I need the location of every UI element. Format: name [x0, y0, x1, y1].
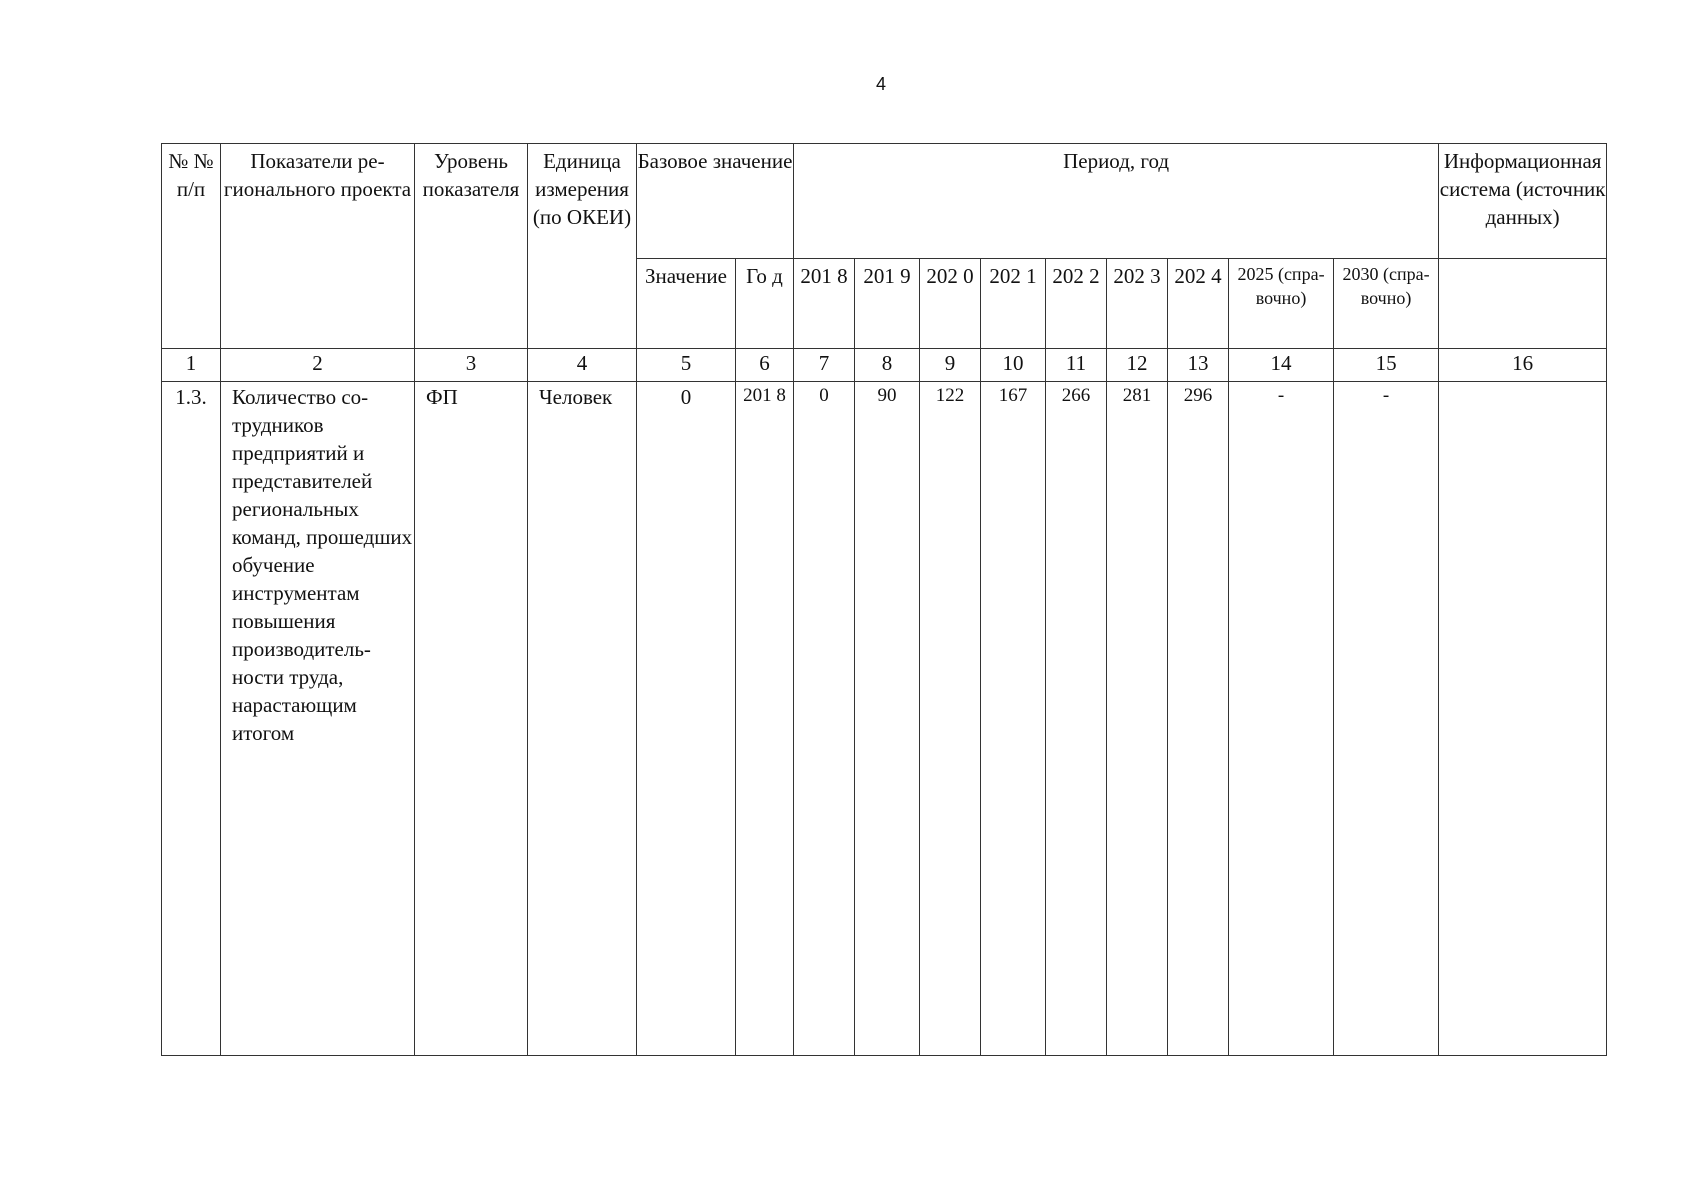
page-number: 4	[875, 74, 886, 94]
header-base-year: Го д	[736, 259, 794, 349]
row-value-2020: 122	[920, 382, 981, 1056]
row-value-2023: 281	[1107, 382, 1168, 1056]
column-number: 3	[415, 349, 528, 382]
column-number: 13	[1168, 349, 1229, 382]
column-number: 14	[1229, 349, 1334, 382]
row-value-2022: 266	[1046, 382, 1107, 1056]
header-base-value: Значение	[637, 259, 736, 349]
header-year-2022: 202 2	[1046, 259, 1107, 349]
row-value-2018: 0	[794, 382, 855, 1056]
header-year-2030: 2030 (справочно)	[1334, 259, 1439, 349]
column-number: 11	[1046, 349, 1107, 382]
column-number: 15	[1334, 349, 1439, 382]
column-number: 16	[1439, 349, 1607, 382]
row-value-2024: 296	[1168, 382, 1229, 1056]
header-year-2024: 202 4	[1168, 259, 1229, 349]
column-numbers-row	[162, 349, 1607, 382]
column-number: 10	[981, 349, 1046, 382]
header-year-2023: 202 3	[1107, 259, 1168, 349]
row-value-2019: 90	[855, 382, 920, 1056]
row-base-value: 0	[637, 382, 736, 1056]
column-number: 9	[920, 349, 981, 382]
table-row	[162, 382, 1607, 1056]
column-number: 1	[162, 349, 221, 382]
row-indicator: Количество сотрудников предприятий и представителей региональных команд, прошедших обучение инструментам повышения производительности труда, нарастающим итогом	[221, 382, 415, 1056]
row-num: 1.3.	[162, 382, 221, 1056]
row-info-system	[1439, 382, 1607, 1056]
row-level: ФП	[415, 382, 528, 1056]
header-indicator: Показатели регионального проекта	[221, 144, 415, 349]
header-level: Уровень показателя	[415, 144, 528, 349]
column-number: 12	[1107, 349, 1168, 382]
column-number: 5	[637, 349, 736, 382]
header-row-top	[162, 144, 1607, 259]
row-value-2025: -	[1229, 382, 1334, 1056]
header-period: Период, год	[794, 144, 1439, 259]
column-number: 8	[855, 349, 920, 382]
column-number: 7	[794, 349, 855, 382]
row-unit: Человек	[528, 382, 637, 1056]
header-info-system: Информационная система (источник данных)	[1439, 144, 1607, 259]
row-value-2021: 167	[981, 382, 1046, 1056]
column-number: 6	[736, 349, 794, 382]
header-unit: Единица измерения (по ОКЕИ)	[528, 144, 637, 349]
column-number: 4	[528, 349, 637, 382]
header-year-2018: 201 8	[794, 259, 855, 349]
header-year-2021: 202 1	[981, 259, 1046, 349]
header-base: Базовое значение	[637, 144, 794, 259]
row-value-2030: -	[1334, 382, 1439, 1056]
header-year-2020: 202 0	[920, 259, 981, 349]
header-num: № № п/п	[162, 144, 221, 349]
header-year-2025: 2025 (справочно)	[1229, 259, 1334, 349]
indicators-table	[161, 143, 1607, 1056]
header-year-2019: 201 9	[855, 259, 920, 349]
header-empty	[1439, 259, 1607, 349]
row-base-year: 201 8	[736, 382, 794, 1056]
column-number: 2	[221, 349, 415, 382]
